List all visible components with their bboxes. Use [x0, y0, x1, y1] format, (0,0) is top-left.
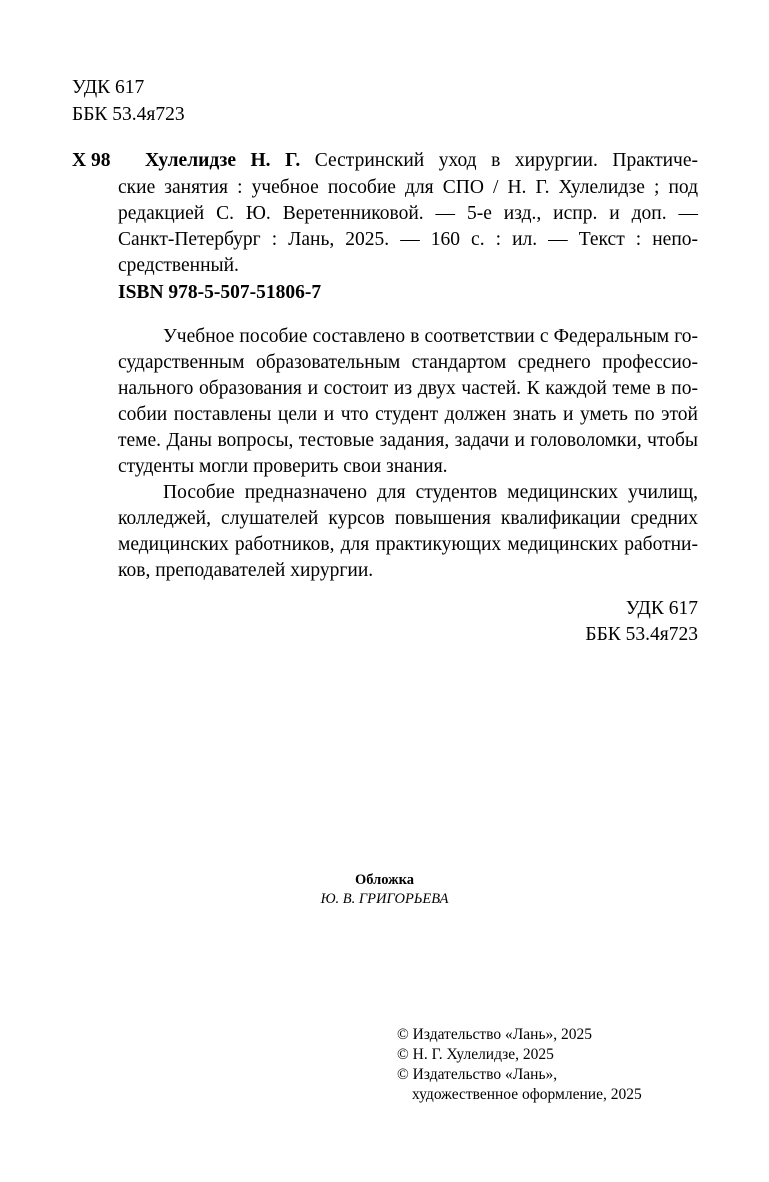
author-sign: Х 98 — [72, 150, 111, 171]
catalog-line: средственный. — [118, 255, 239, 276]
copyright-line: © Издательство «Лань», — [397, 1066, 558, 1083]
annotation-line: ков, преподавателей хирургии. — [118, 560, 374, 581]
copyright-line: художественное оформление, 2025 — [412, 1086, 642, 1103]
annotation-line: Учебное пособие составлено в соответствии с Федеральным го- — [163, 326, 698, 347]
catalog-first-line — [145, 150, 698, 172]
annotation-line: колледжей, слушателей курсов повышения квалификации средних — [118, 508, 698, 529]
catalog-line: Сестринский уход в хирургии. Практиче- — [314, 150, 699, 171]
annotation-line: нального образования и состоит из двух частей. К каждой теме в по- — [118, 378, 698, 399]
annotation-line: студенты могли проверить свои знания. — [118, 456, 448, 477]
bbk-code: ББК 53.4я723 — [72, 104, 185, 125]
copyright-line: © Н. Г. Хулелидзе, 2025 — [397, 1046, 554, 1063]
udk-code-right: УДК 617 — [625, 598, 698, 619]
catalog-line: Санкт-Петербург : Лань, 2025. — 160 с. : ил. — Текст : непо- — [118, 229, 698, 250]
udk-code: УДК 617 — [72, 77, 145, 98]
isbn: ISBN 978-5-507-51806-7 — [118, 282, 322, 303]
annotation-line: медицинских работников, для практикующих медицинских работни- — [118, 534, 698, 555]
annotation-line: собии поставлены цели и что студент должен знать и уметь по этой — [118, 404, 698, 425]
cover-artist: Ю. В. ГРИГОРЬЕВА — [320, 891, 449, 907]
catalog-author: Хулелидзе Н. Г. — [145, 150, 301, 171]
annotation-line: сударственным образовательным стандартом среднего профессио- — [118, 352, 698, 373]
annotation-line: теме. Даны вопросы, тестовые задания, задачи и головоломки, чтобы — [118, 430, 698, 451]
copyright-line: © Издательство «Лань», 2025 — [397, 1026, 593, 1043]
annotation-line: Пособие предназначено для студентов медицинских училищ, — [163, 482, 698, 503]
cover-label: Обложка — [354, 872, 415, 888]
catalog-line: ские занятия : учебное пособие для СПО / Н. Г. Хулелидзе ; под — [118, 177, 698, 198]
catalog-line: редакцией С. Ю. Веретенниковой. — 5-е изд., испр. и доп. — — [118, 203, 698, 224]
bbk-code-right: ББК 53.4я723 — [585, 624, 698, 645]
